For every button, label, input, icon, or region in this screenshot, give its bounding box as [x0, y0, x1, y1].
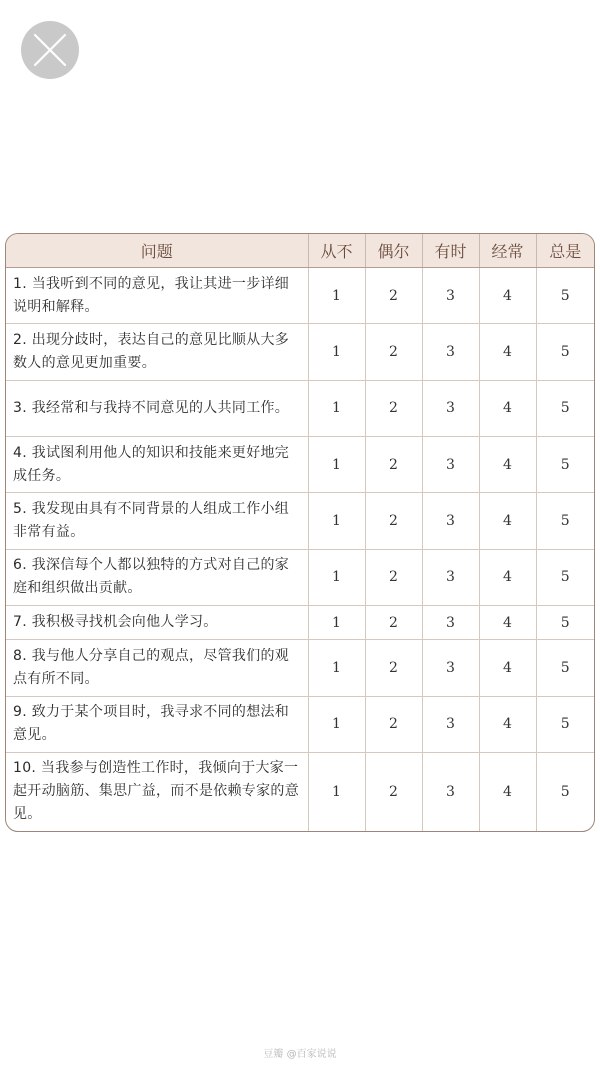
header-always: 总是 [536, 234, 594, 268]
table-row [6, 493, 594, 549]
score-option[interactable]: 2 [365, 549, 422, 605]
score-option[interactable]: 1 [308, 437, 365, 493]
score-option[interactable]: 4 [479, 324, 536, 380]
question-text: 1. 当我听到不同的意见，我让其进一步详细说明和解释。 [6, 268, 308, 324]
header-sometimes: 有时 [422, 234, 479, 268]
header-occasionally: 偶尔 [365, 234, 422, 268]
score-option[interactable]: 2 [365, 606, 422, 640]
score-option[interactable]: 1 [308, 549, 365, 605]
score-option[interactable]: 4 [479, 380, 536, 436]
score-option[interactable]: 3 [422, 380, 479, 436]
score-option[interactable]: 3 [422, 606, 479, 640]
score-option[interactable]: 5 [536, 493, 594, 549]
score-option[interactable]: 4 [479, 640, 536, 696]
table-row [6, 752, 594, 831]
score-option[interactable]: 5 [536, 324, 594, 380]
table-header-row [6, 234, 594, 268]
question-text: 10. 当我参与创造性工作时，我倾向于大家一起开动脑筋、集思广益，而不是依赖专家的意见。 [6, 752, 308, 831]
header-often: 经常 [479, 234, 536, 268]
score-option[interactable]: 5 [536, 549, 594, 605]
score-option[interactable]: 4 [479, 752, 536, 831]
score-option[interactable]: 5 [560, 783, 570, 800]
score-option[interactable]: 4 [479, 606, 536, 640]
score-option[interactable]: 3 [422, 437, 479, 493]
score-option[interactable]: 1 [308, 606, 365, 640]
question-text: 5. 我发现由具有不同背景的人组成工作小组非常有益。 [6, 493, 308, 549]
score-option[interactable]: 5 [536, 268, 594, 324]
header-question: 问题 [6, 234, 308, 268]
score-option[interactable]: 2 [365, 324, 422, 380]
score-option[interactable]: 1 [308, 493, 365, 549]
table-row [6, 324, 594, 380]
table-row [6, 606, 594, 640]
score-option[interactable]: 5 [536, 437, 594, 493]
score-option[interactable]: 2 [365, 437, 422, 493]
table-row [6, 268, 594, 324]
score-option[interactable]: 2 [365, 380, 422, 436]
table-row [6, 437, 594, 493]
score-option[interactable]: 2 [365, 268, 422, 324]
score-option[interactable]: 5 [536, 696, 594, 752]
score-option[interactable]: 4 [479, 437, 536, 493]
score-option[interactable]: 1 [308, 380, 365, 436]
score-option[interactable]: 1 [308, 696, 365, 752]
score-option[interactable]: 4 [479, 549, 536, 605]
score-option[interactable]: 3 [422, 324, 479, 380]
score-option[interactable]: 3 [422, 268, 479, 324]
score-option[interactable]: 3 [422, 493, 479, 549]
close-icon [21, 21, 79, 79]
table-row [6, 696, 594, 752]
score-option[interactable]: 2 [365, 752, 422, 831]
table-row [6, 640, 594, 696]
question-text: 9. 致力于某个项目时，我寻求不同的想法和意见。 [6, 696, 308, 752]
question-text: 6. 我深信每个人都以独特的方式对自己的家庭和组织做出贡献。 [6, 549, 308, 605]
score-option[interactable]: 5 [536, 380, 594, 436]
score-option[interactable]: 4 [479, 268, 536, 324]
score-option[interactable]: 2 [365, 640, 422, 696]
score-option[interactable]: 4 [479, 696, 536, 752]
score-option[interactable]: 3 [422, 549, 479, 605]
table-row [6, 549, 594, 605]
score-option[interactable]: 5 [536, 606, 594, 640]
score-option[interactable]: 4 [479, 493, 536, 549]
question-text: 4. 我试图利用他人的知识和技能来更好地完成任务。 [6, 437, 308, 493]
score-option[interactable]: 1 [308, 268, 365, 324]
score-option[interactable]: 2 [365, 696, 422, 752]
score-option[interactable]: 3 [422, 696, 479, 752]
questionnaire-table [5, 233, 595, 832]
table-row [6, 380, 594, 436]
question-text: 3. 我经常和与我持不同意见的人共同工作。 [6, 380, 308, 436]
score-option[interactable]: 1 [308, 752, 365, 831]
watermark: 豆瓣 @百家说说 [263, 1049, 337, 1060]
header-never: 从不 [308, 234, 365, 268]
score-option[interactable]: 2 [365, 493, 422, 549]
score-option[interactable]: 3 [422, 640, 479, 696]
score-option[interactable]: 5 [536, 640, 594, 696]
question-text: 2. 出现分歧时，表达自己的意见比顺从大多数人的意见更加重要。 [6, 324, 308, 380]
question-text: 8. 我与他人分享自己的观点，尽管我们的观点有所不同。 [6, 640, 308, 696]
score-option[interactable]: 1 [308, 640, 365, 696]
score-option[interactable]: 1 [308, 324, 365, 380]
close-button[interactable] [21, 21, 79, 79]
score-option[interactable]: 3 [422, 752, 479, 831]
question-text: 7. 我积极寻找机会向他人学习。 [6, 606, 308, 640]
